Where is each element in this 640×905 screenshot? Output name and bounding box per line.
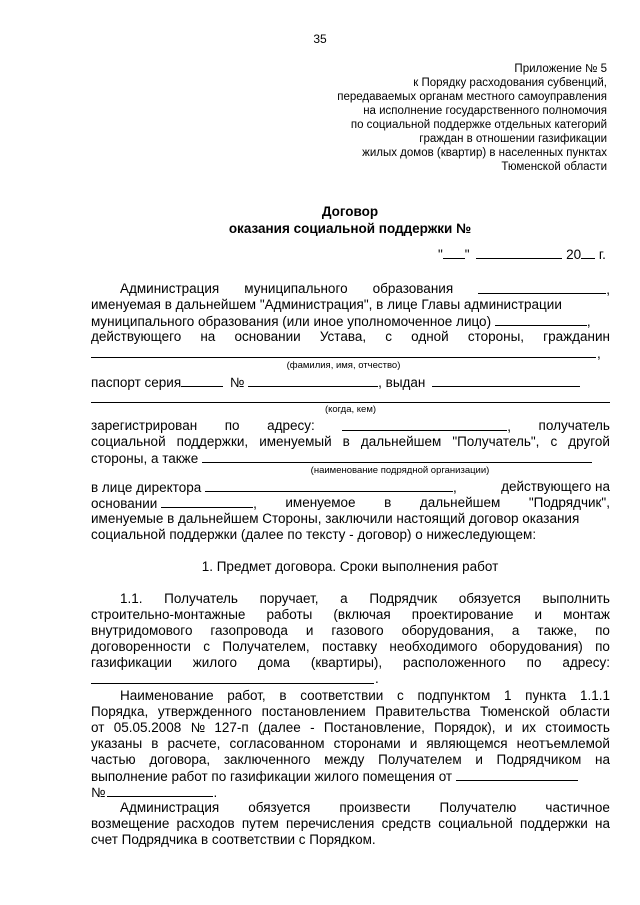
clause11-line3: внутридомового газопровода и газового оборудования, а также, по — [91, 623, 610, 638]
caption-contractor: (наименование подрядной организации) — [310, 465, 490, 476]
para1-line4: действующего на основании Устава, с одной стороны, гражданин — [91, 329, 610, 344]
citizen-name-blank[interactable] — [91, 357, 596, 358]
address-line2: социальной поддержки, именуемый в дальнейшем "Получатель", с другой — [91, 434, 610, 449]
works-line4: указаны в расчете, согласованном сторонами и являющемся неотъемлемой — [91, 736, 610, 751]
appendix-line: передаваемых органам местного самоуправления — [337, 91, 607, 103]
appendix-header — [267, 62, 607, 174]
basis-blank[interactable] — [161, 495, 253, 508]
doc-subtitle: оказания социальной поддержки № — [228, 221, 472, 236]
director-line1: в лице директора , действующего на — [91, 479, 610, 495]
works-line5: частью договора, заключенного между Получателем и Подрядчиком на — [91, 752, 610, 767]
appendix-line: граждан в отношении газификации — [419, 133, 607, 145]
para1-line3: муниципального образования (или иное уполномоченное лицо) , — [91, 314, 591, 329]
works-line6: выполнение работ по газификации жилого помещения от — [91, 768, 578, 785]
para1-line2: именуемая в дальнейшем "Администрация", в лице Главы администрации — [91, 297, 562, 312]
director-line3: именуемые в дальнейшем Стороны, заключили настоящий договор оказания — [91, 511, 580, 526]
works-line7: № . — [91, 785, 218, 800]
contract-number-blank[interactable] — [107, 784, 213, 797]
passport-number-blank[interactable] — [248, 374, 378, 387]
month-blank[interactable] — [476, 246, 562, 259]
day-blank[interactable] — [443, 246, 465, 259]
address-line1: зарегистрирован по адресу: , получатель — [91, 418, 610, 434]
caption-issued: (когда, кем) — [324, 404, 377, 415]
appendix-line: жилых домов (квартир) в населенных пунктах — [362, 147, 607, 159]
appendix-line: Приложение № 5 — [514, 63, 607, 75]
clause11-line6-end: . — [375, 671, 379, 686]
contractor-name-blank[interactable] — [202, 450, 592, 463]
appendix-line: к Порядку расходования субвенций, — [413, 77, 607, 89]
passport-series-blank[interactable] — [181, 374, 223, 387]
year-blank[interactable] — [581, 246, 595, 259]
clause11-line4: договоренности с Получателем, поставку необходимого оборудования) по — [91, 639, 610, 654]
clause11-line5: газификации жилого дома (квартиры), расположенного по адресу: — [91, 655, 610, 670]
date-line: " " 20 г. — [438, 247, 606, 262]
appendix-line: на исполнение государственного полномочия — [363, 105, 607, 117]
contract-date-blank[interactable] — [456, 768, 578, 781]
director-line2: основании , именуемое в дальнейшем "Подрядчик", — [91, 495, 610, 511]
doc-title: Договор — [321, 204, 379, 219]
issued-by-blank[interactable] — [91, 402, 610, 403]
section-heading: 1. Предмет договора. Сроки выполнения работ — [201, 559, 499, 574]
clause11-line1: 1.1. Получатель поручает, а Подрядчик обязуется выполнить — [120, 591, 610, 606]
appendix-line: по социальной поддержке отдельных категорий — [350, 119, 607, 131]
passport-issued-blank[interactable] — [432, 374, 580, 387]
director-line4: социальной поддержки (далее по тексту - договор) о нижеследующем: — [91, 527, 537, 542]
admin-line2: возмещение расходов путем перечисления средств социальной поддержки на — [91, 816, 610, 831]
admin-line3: счет Подрядчика в соответствии с Порядком. — [91, 832, 376, 847]
passport-line: паспорт серия № , выдан — [91, 374, 580, 391]
director-name-blank[interactable] — [205, 479, 453, 492]
page-number: 35 — [313, 32, 327, 46]
authorized-person-blank[interactable] — [495, 313, 587, 326]
admin-line1: Администрация обязуется произвести Получателю частичное — [120, 800, 610, 815]
clause11-line2: строительно-монтажные работы (включая проектирование и монтаж — [91, 607, 610, 622]
address-blank[interactable] — [342, 418, 507, 431]
object-address-blank[interactable] — [91, 683, 374, 684]
para1-line5-comma: , — [597, 346, 601, 361]
works-line1: Наименование работ, в соответствии с подпунктом 1 пункта 1.1.1 — [120, 688, 610, 703]
appendix-line: Тюменской области — [501, 161, 607, 173]
works-line2: Порядка, утвержденного постановлением Правительства Тюменской области — [91, 704, 610, 719]
para1-line1: Администрация муниципального образования , — [120, 281, 610, 297]
municipality-blank[interactable] — [478, 281, 606, 294]
address-line3: стороны, а также — [91, 450, 592, 467]
caption-fio: (фамилия, имя, отчество) — [286, 360, 401, 371]
works-line3: от 05.05.2008 № 127-п (далее - Постановление, Порядок), и их стоимость — [91, 720, 610, 735]
